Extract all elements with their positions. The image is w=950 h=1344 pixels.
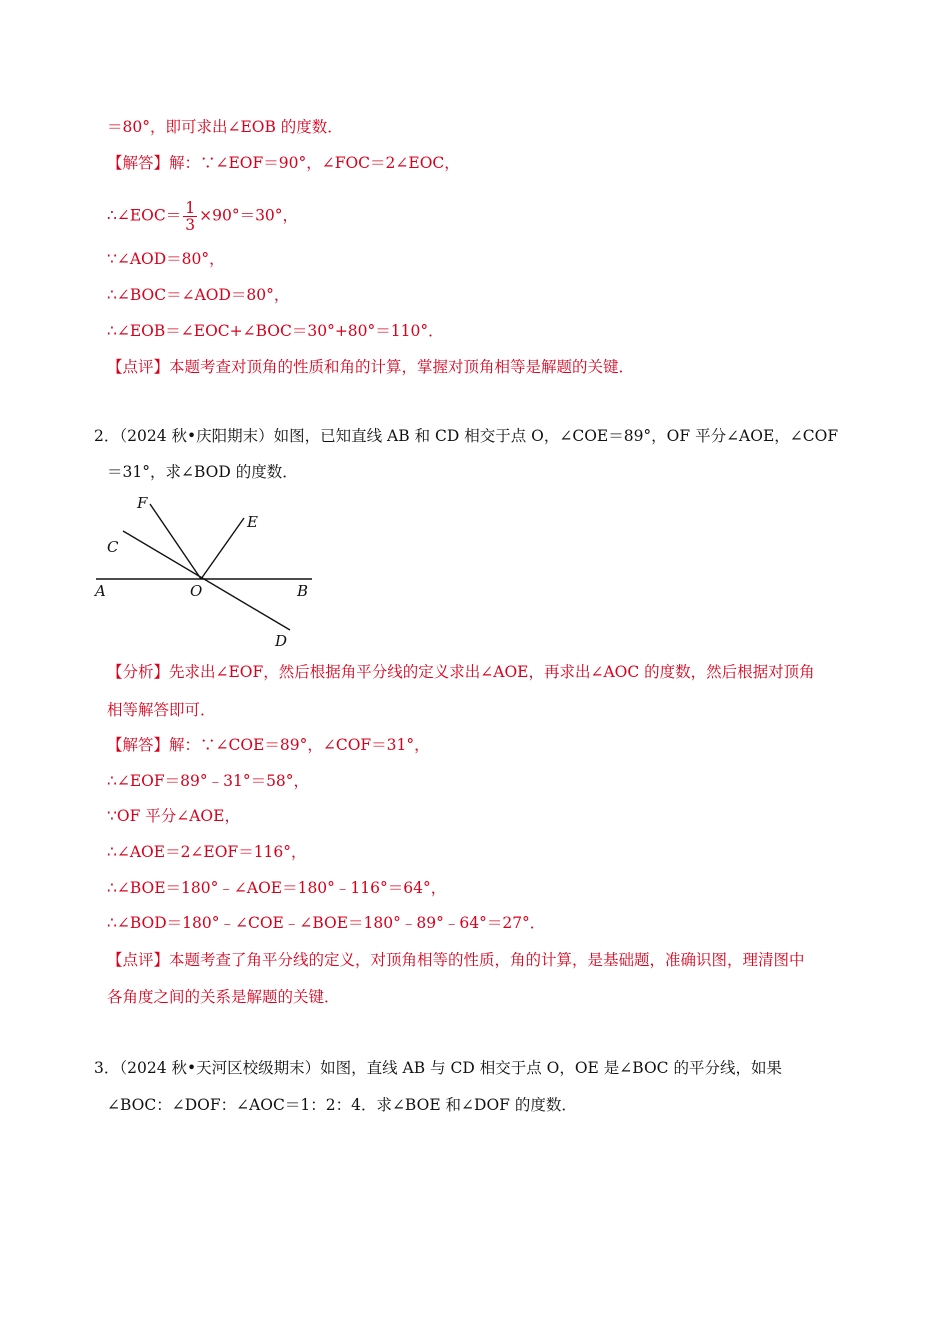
label-d: D [275, 632, 288, 650]
q2-analysis-line: 相等解答即可． [107, 701, 216, 719]
ray-of [150, 504, 201, 579]
answer-text: ×90°＝30°， [199, 206, 299, 225]
q2-comment-line: 【点评】本题考查了角平分线的定义，对顶角相等的性质，角的计算，是基础题，准确识图，理清图中 [107, 951, 805, 969]
answer-line: ∵∠AOD＝80°， [107, 250, 225, 268]
label-o: O [190, 582, 203, 600]
ray-oc-od [123, 531, 290, 630]
answer-line: ∴∠BOC＝∠AOD＝80°， [107, 286, 290, 304]
label-f: F [137, 494, 148, 512]
q2-answer-line: ∴∠EOF＝89°﹣31°＝58°， [107, 772, 310, 790]
answer-line: ∴∠EOB＝∠EOC+∠BOC＝30°+80°＝110°． [107, 322, 444, 340]
q2-figure [90, 490, 330, 650]
label-c: C [107, 538, 119, 556]
q2-answer-line: ∴∠BOD＝180°﹣∠COE﹣∠BOE＝180°﹣89°﹣64°＝27°． [107, 914, 546, 932]
q3-stem-line: 3．（2024 秋•天河区校级期末）如图，直线 AB 与 CD 相交于点 O，OE 是∠BOC 的平分线，如果 [94, 1059, 782, 1077]
q2-comment-line: 各角度之间的关系是解题的关键． [107, 988, 340, 1006]
fraction-numerator: 1 [185, 199, 196, 217]
q2-stem-line: ＝31°，求∠BOD 的度数． [107, 463, 298, 481]
q2-answer-line: ∴∠AOE＝2∠EOF＝116°， [107, 843, 307, 861]
label-a: A [95, 582, 106, 600]
q2-answer-line: 【解答】解：∵∠COE＝89°，∠COF＝31°， [107, 736, 430, 754]
ray-oe [201, 518, 244, 579]
comment-line: 【点评】本题考查对顶角的性质和角的计算，掌握对顶角相等是解题的关键． [107, 358, 635, 376]
q3-stem-line: ∠BOC：∠DOF：∠AOC＝1：2：4．求∠BOE 和∠DOF 的度数． [107, 1096, 577, 1114]
fraction-denominator: 3 [185, 216, 196, 234]
fraction [183, 200, 197, 233]
q2-answer-line: ∵OF 平分∠AOE， [107, 807, 240, 825]
label-e: E [247, 513, 258, 531]
answer-text: ∴∠EOC＝ [107, 206, 182, 225]
q2-answer-line: ∴∠BOE＝180°﹣∠AOE＝180°﹣116°＝64°， [107, 879, 447, 897]
label-b: B [297, 582, 309, 600]
answer-line-fraction [107, 200, 298, 233]
q2-stem-line: 2．（2024 秋•庆阳期末）如图，已知直线 AB 和 CD 相交于点 O，∠COE＝89°，OF 平分∠AOE，∠COF [94, 427, 839, 445]
answer-line: 【解答】解：∵∠EOF＝90°，∠FOC＝2∠EOC， [107, 154, 460, 172]
q2-analysis-line: 【分析】先求出∠EOF，然后根据角平分线的定义求出∠AOE，再求出∠AOC 的度数，然后根据对顶角 [107, 663, 815, 681]
analysis-tail: ＝80°，即可求出∠EOB 的度数． [107, 118, 343, 136]
